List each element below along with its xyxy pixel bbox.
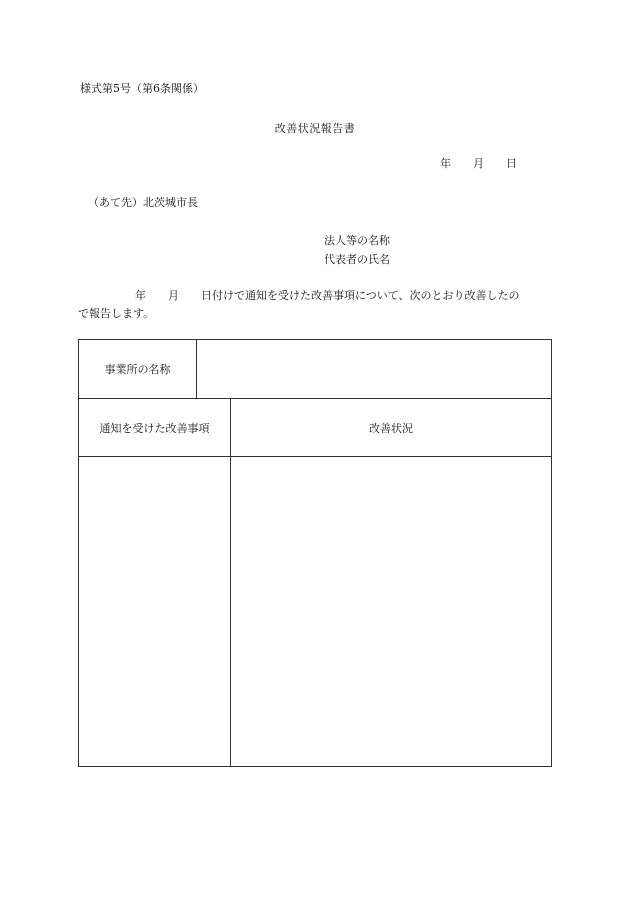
body-text-line2: で報告します。 (78, 307, 155, 320)
document-title: 改善状況報告書 (274, 122, 356, 135)
office-name-field[interactable] (197, 340, 551, 398)
date-line (440, 155, 517, 171)
body-text-line1 (78, 287, 520, 303)
table-body-row (79, 457, 551, 766)
body-month-label: 月 (168, 289, 179, 302)
table-header-row (79, 399, 551, 457)
addressee: （あて先）北茨城市長 (88, 196, 198, 209)
body-year-label: 年 (135, 289, 146, 302)
form-number: 様式第5号（第6条関係） (80, 82, 204, 95)
representative-name-label: 代表者の氏名 (324, 253, 390, 266)
org-name-label: 法人等の名称 (324, 234, 390, 247)
notified-items-field[interactable] (79, 457, 231, 766)
office-row (79, 340, 551, 399)
date-month-label: 月 (473, 157, 484, 170)
date-year-label: 年 (440, 157, 451, 170)
office-name-label: 事業所の名称 (79, 340, 197, 398)
improvement-status-header: 改善状況 (369, 421, 413, 435)
body-line1-rest: 日付けで通知を受けた改善事項について、次のとおり改善したの (201, 289, 520, 302)
improvement-status-field[interactable] (231, 457, 551, 766)
notified-items-header: 通知を受けた改善事項 (79, 399, 231, 456)
date-day-label: 日 (506, 157, 517, 170)
report-table (78, 339, 552, 767)
